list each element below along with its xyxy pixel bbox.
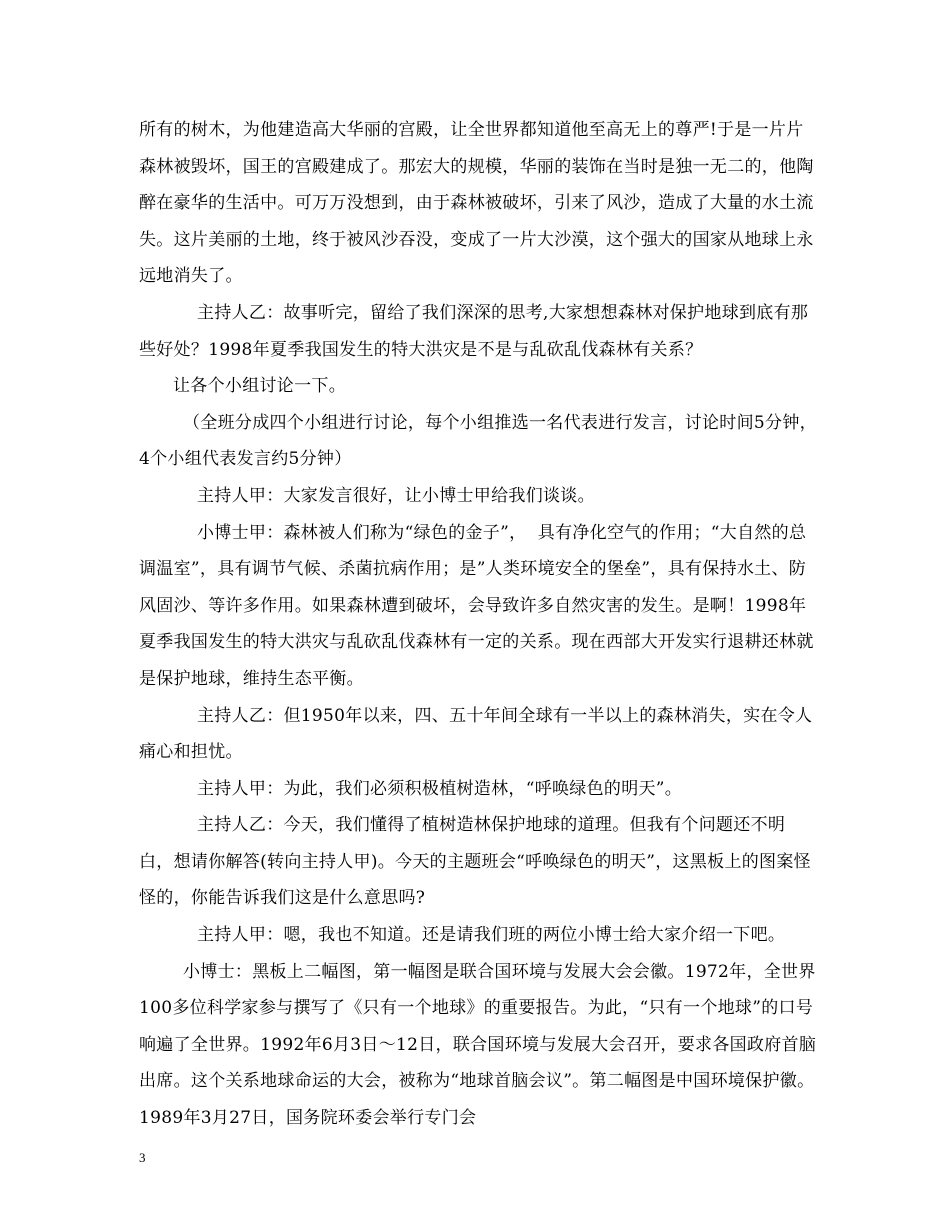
paragraph-host-b-blackboard: 主持人乙：今天，我们懂得了植树造林保护地球的道理。但我有个问题还不明白，想请你解答(转向主持人甲)。今天的主题班会“呼唤绿色的明天”，这黑板上的图案怪怪的，你能告诉我们这是什么意思吗?: [139, 815, 811, 909]
document-body: [139, 112, 819, 1137]
paragraph-story-end: 所有的树木，为他建造高大华丽的宫殿，让全世界都知道他至高无上的尊严!于是一片片森林被毁坏，国王的宫殿建成了。那宏大的规模，华丽的装饰在当时是独一无二的，他陶醉在豪华的生活中。可万万没想到，由于森林被破坏，引来了风沙，造成了大量的水土流失。这片美丽的土地，终于被风沙吞没，变成了一片大沙漠，这个强大的国家从地球上永远地消失了。: [139, 120, 814, 287]
paragraph-discussion-note: （全班分成四个小组进行讨论，每个小组推选一名代表进行发言，讨论时间5分钟，4个小组代表发言约5分钟）: [139, 412, 817, 470]
paragraph-host-a-plant: 主持人甲：为此，我们必须积极植树造林，“呼唤绿色的明天”。: [197, 778, 683, 799]
paragraph-doctor-a-forest: 小博士甲：森林被人们称为“绿色的金子”， 具有净化空气的作用；“大自然的总调温室”，具有调节气候、杀菌抗病作用；是”人类环境安全的堡垒”，具有保持水土、防风固沙、等许多作用。如果森林遭到破坏，会导致许多自然灾害的发生。是啊！1998年夏季我国发生的特大洪灾与乱砍乱伐森林有一定的关系。现在西部大开发实行退耕还林就是保护地球，维持生态平衡。: [139, 522, 814, 689]
page-number: 3: [139, 1150, 146, 1165]
paragraph-doctor-emblems: 小博士：黑板上二幅图，第一幅图是联合国环境与发展大会会徽。1972年，全世界100多位科学家参与撰写了《只有一个地球》的重要报告。为此，“只有一个地球”的口号响遍了全世界。1992年6月3日～12日，联合国环境与发展大会召开，要求各国政府首脑出席。这个关系地球命运的大会，被称为“地球首脑会议”。第二幅图是中国环境保护徽。1989年3月27日，国务院环委会举行专门会: [139, 961, 817, 1129]
paragraph-host-a-reply: 主持人甲：嗯，我也不知道。还是请我们班的两位小博士给大家介绍一下吧。: [197, 925, 786, 946]
paragraph-group-discussion: 让各个小组讨论一下。: [173, 376, 346, 397]
paragraph-host-b-question: 主持人乙：故事听完，留给了我们深深的思考,大家想想森林对保护地球到底有那些好处？1998年夏季我国发生的特大洪灾是不是与乱砍乱伐森林有关系？: [139, 302, 809, 360]
paragraph-host-b-concern: 主持人乙：但1950年以来，四、五十年间全球有一半以上的森林消失，实在令人痛心和担忧。: [139, 705, 813, 763]
paragraph-host-a-invite: 主持人甲：大家发言很好，让小博士甲给我们谈谈。: [197, 485, 595, 506]
